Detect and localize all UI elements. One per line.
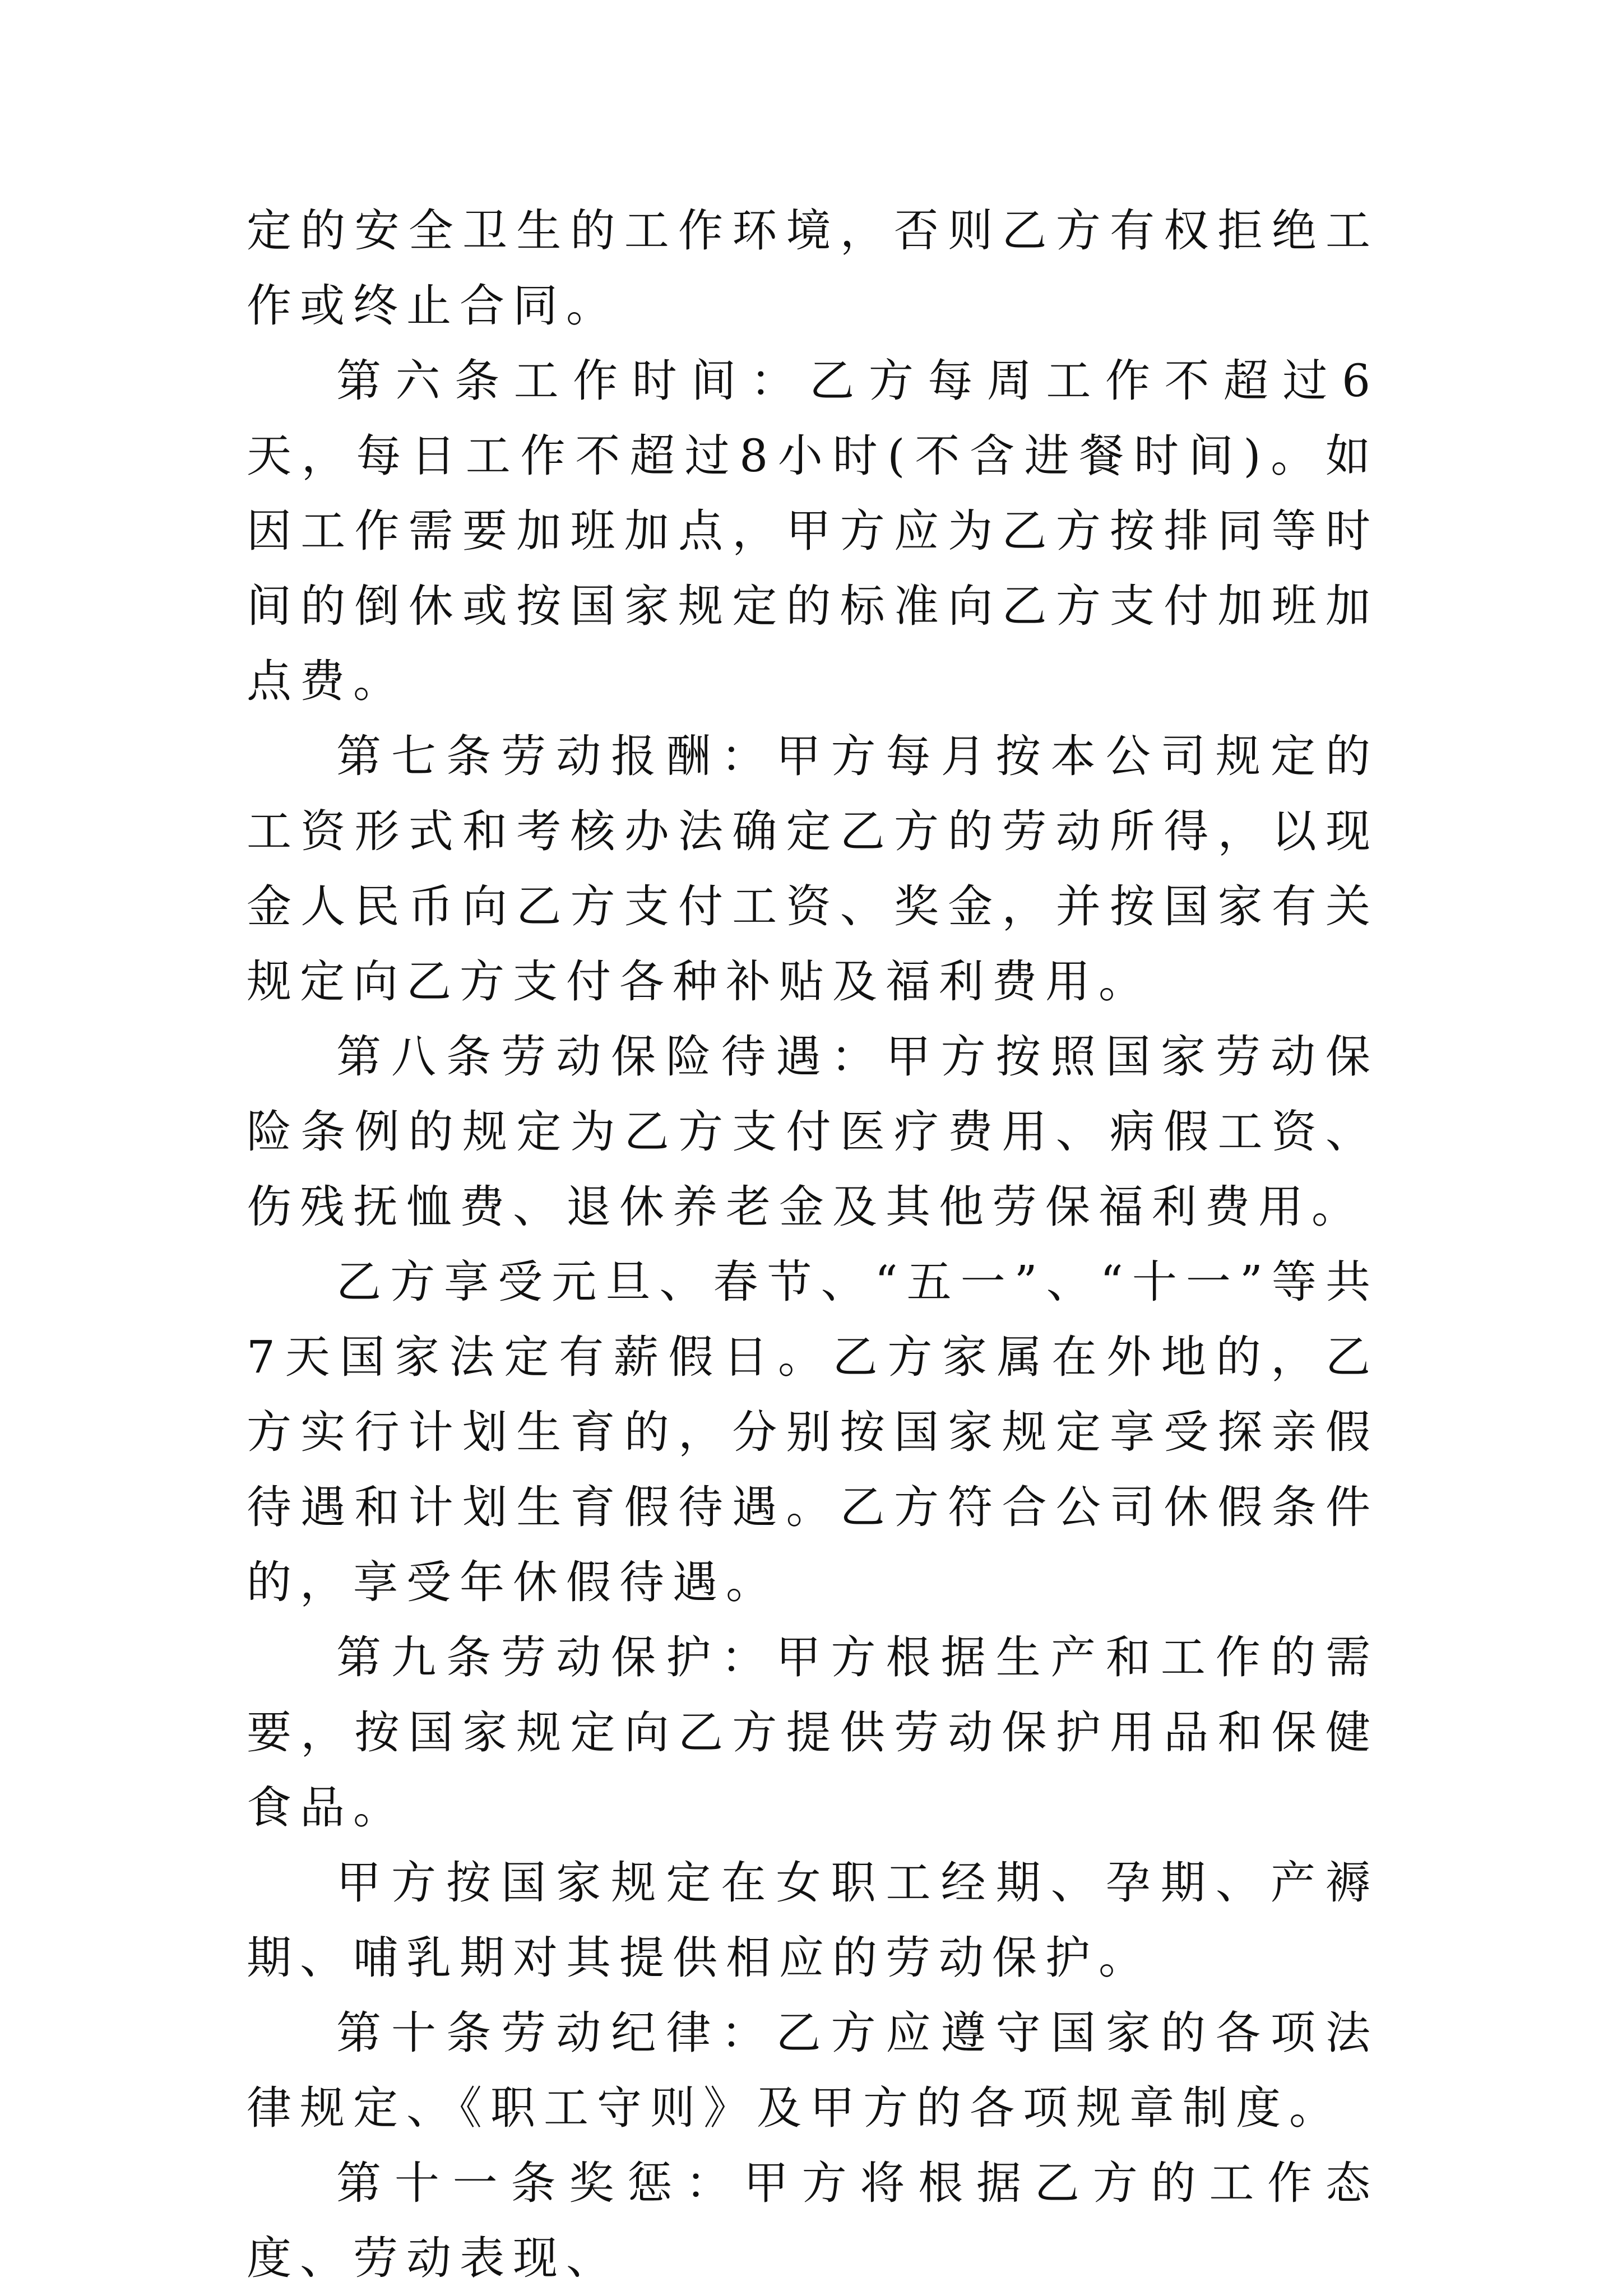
paragraph-6: 第九条劳动保护：甲方根据生产和工作的需要，按国家规定向乙方提供劳动保护用品和保健食品。: [247, 1631, 1379, 1834]
paragraph-9: 第十一条奖惩：甲方将根据乙方的工作态度、劳动表现、: [247, 2157, 1379, 2284]
paragraph-1: 定的安全卫生的工作环境，否则乙方有权拒绝工作或终止合同。: [247, 205, 1379, 332]
paragraph-7: 甲方按国家规定在女职工经期、孕期、产褥期、哺乳期对其提供相应的劳动保护。: [247, 1857, 1379, 1984]
paragraph-8: 第十条劳动纪律：乙方应遵守国家的各项法律规定、《职工守则》及甲方的各项规章制度。: [247, 2007, 1379, 2134]
contract-text: [247, 193, 1379, 2296]
paragraph-5: 乙方享受元旦、春节、“五一”、“十一”等共7天国家法定有薪假日。乙方家属在外地的，乙方实行计划生育的，分别按国家规定享受探亲假待遇和计划生育假待遇。乙方符合公司休假条件的，享受年休假待遇。: [247, 1256, 1379, 1608]
paragraph-2: 第六条工作时间：乙方每周工作不超过6天，每日工作不超过8小时(不含进餐时间)。如因工作需要加班加点，甲方应为乙方按排同等时间的倒休或按国家规定的标准向乙方支付加班加点费。: [247, 355, 1379, 707]
paragraph-4: 第八条劳动保险待遇：甲方按照国家劳动保险条例的规定为乙方支付医疗费用、病假工资、伤残抚恤费、退休养老金及其他劳保福利费用。: [247, 1031, 1379, 1233]
paragraph-3: 第七条劳动报酬：甲方每月按本公司规定的工资形式和考核办法确定乙方的劳动所得，以现金人民币向乙方支付工资、奖金，并按国家有关规定向乙方支付各种补贴及福利费用。: [247, 730, 1379, 1008]
